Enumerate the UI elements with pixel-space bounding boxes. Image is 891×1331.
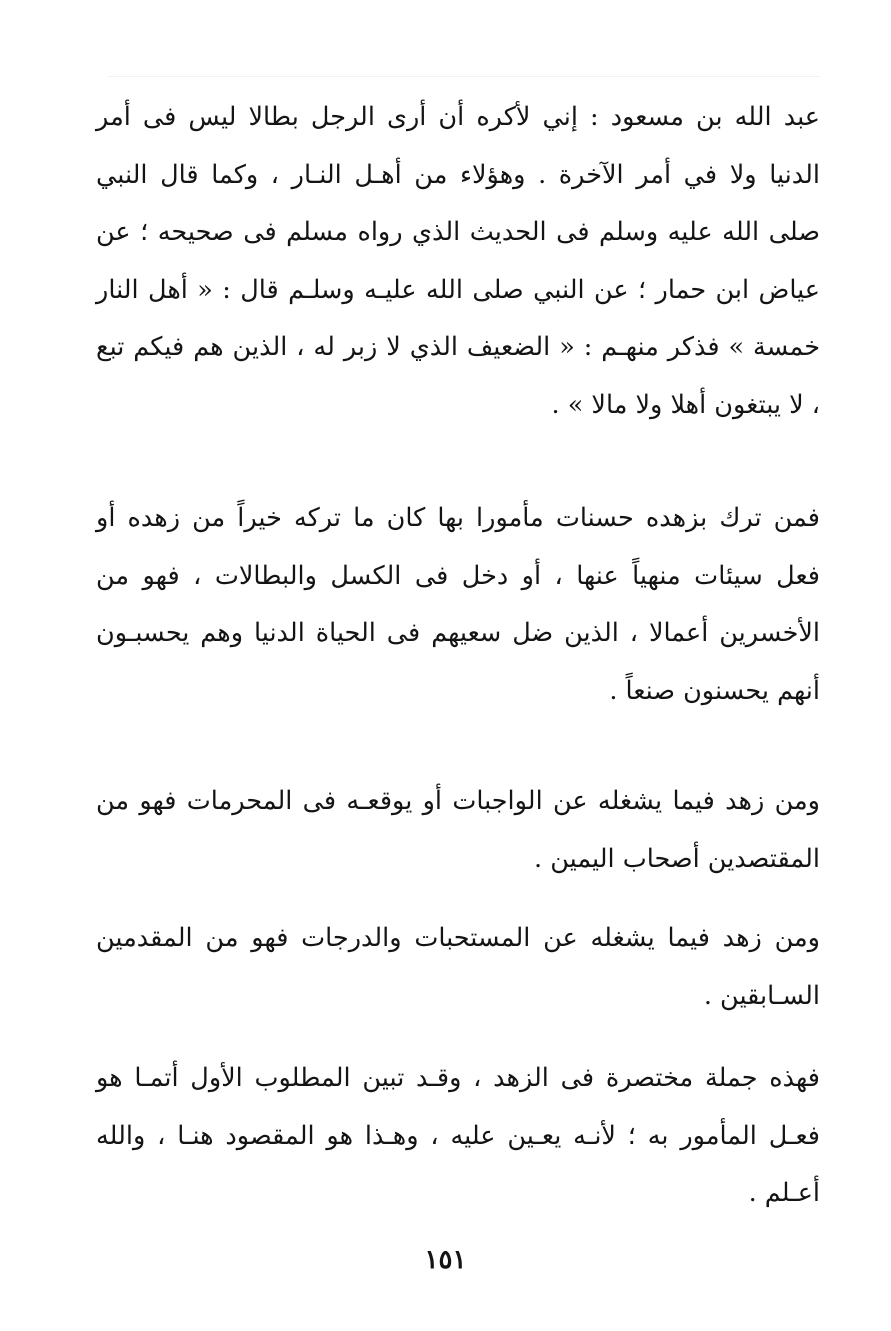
top-rule	[108, 76, 820, 77]
paragraph-3: ومن زهد فيما يشغله عن الواجبات أو يوقعـه فى المحرمات فهو من المقتصدين أصحاب اليمين .	[96, 786, 820, 874]
paragraph-4: ومن زهد فيما يشغله عن المستحبات والدرجات فهو من المقدمين السـابقين .	[96, 923, 820, 1011]
paragraph-2: فمن ترك بزهده حسنات مأمورا بها كان ما تركه خيراً من زهده أو فعل سيئات منهياً عنها ، أو دخل فى الكسل والبطالات ، فهو من الأخسرين أعمالا ، الذين ضل سعيهم فى الحياة الدنيا وهم يحسبـون أنهم يحسنون صنعاً .	[96, 503, 820, 706]
paragraph-1: عبد الله بن مسعود : إني لأكره أن أرى الرجل بطالا ليس فى أمر الدنيا ولا في أمر الآخرة . وهؤلاء من أهـل النـار ، وكما قال النبي صلى الله عليه وسلم فى الحديث الذي رواه مسلم فى صحيحه ؛ عن عياض ابن حمار ؛ عن النبي صلى الله عليـه وسلـم قال : « أهل النار خمسة » فذكر منهـم : « الضعيف الذي لا زبر له ، الذين هم فيكم تبع ، لا يبتغون أهلا ولا مالا » .	[96, 102, 820, 420]
paragraph-5: فهذه جملة مختصرة فى الزهد ، وقـد تبين المطلوب الأول أتمـا هو فعـل المأمور به ؛ لأنـه يعـين عليه ، وهـذا هو المقصود هنـا ، والله أعـلم .	[96, 1063, 820, 1208]
page-number: ١٥١	[424, 1245, 467, 1275]
